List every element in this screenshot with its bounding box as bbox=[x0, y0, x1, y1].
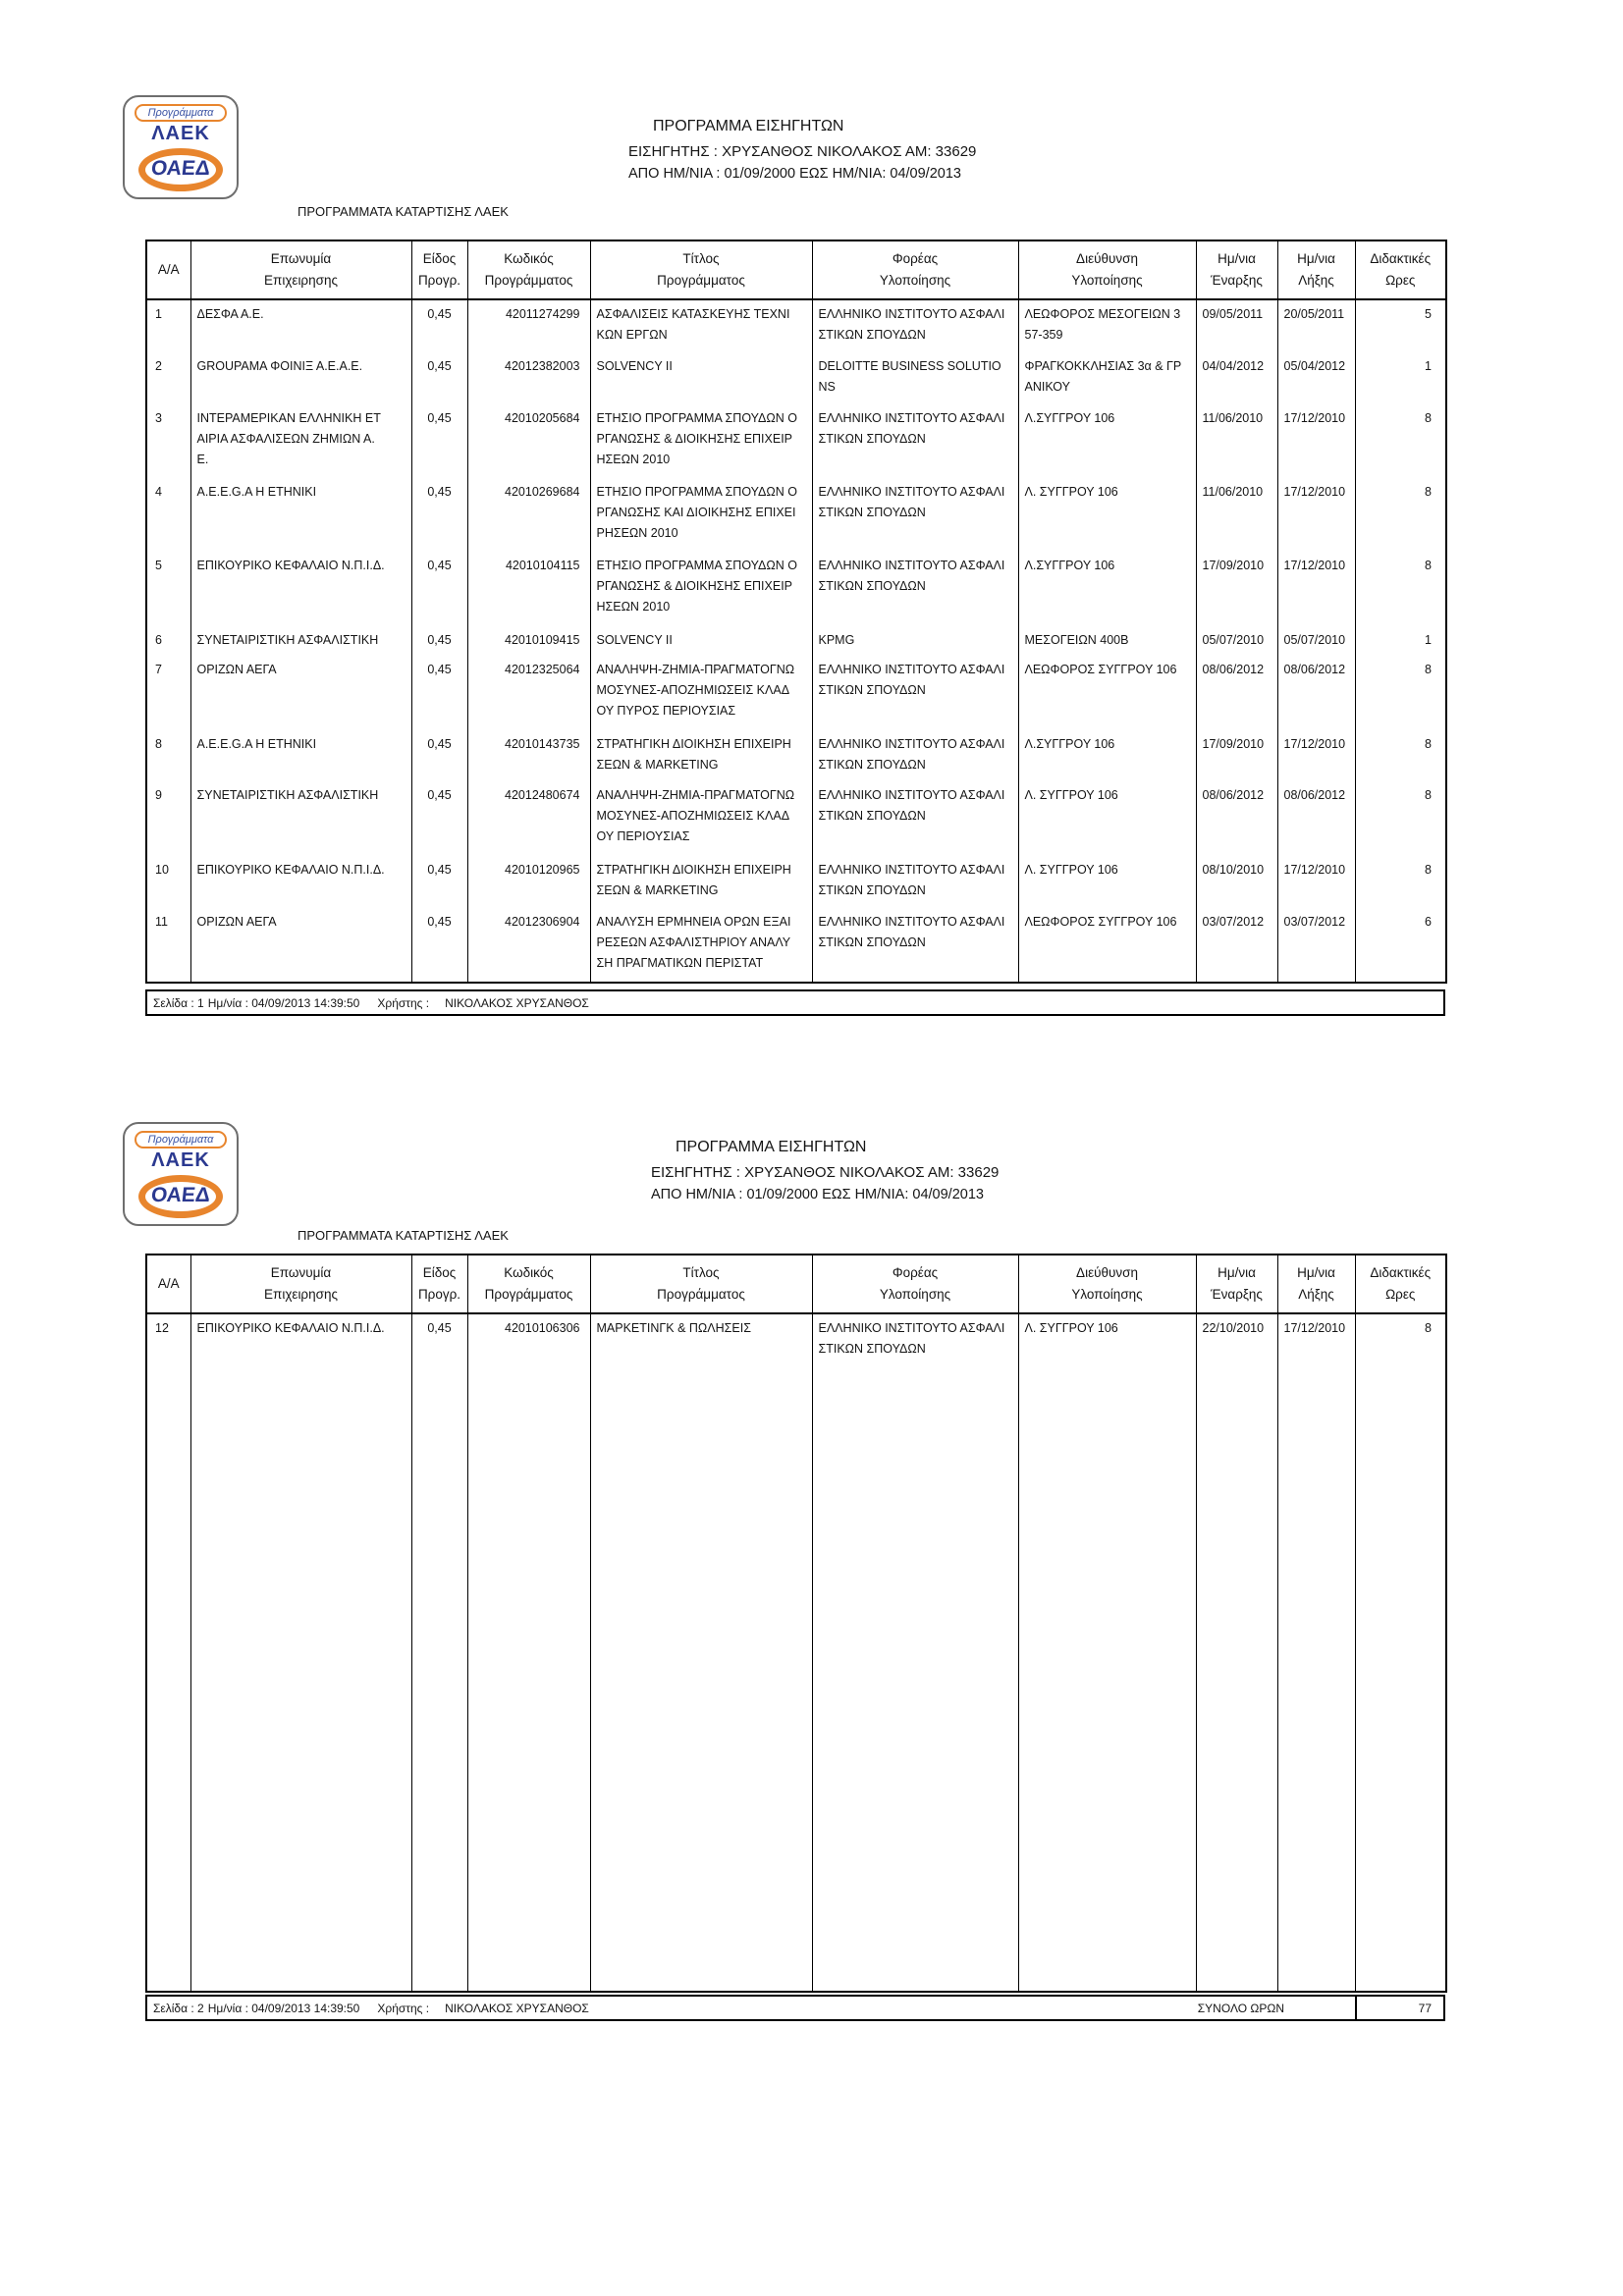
page-1-footer bbox=[145, 989, 1445, 1016]
cell-hours: 8 bbox=[1355, 656, 1446, 729]
cell-company: ΕΠΙΚΟΥΡΙΚΟ ΚΕΦΑΛΑΙΟ Ν.Π.Ι.Δ. bbox=[190, 856, 411, 908]
cell-start: 11/06/2010 bbox=[1196, 404, 1277, 478]
cell-title: ΑΝΑΛΥΣΗ ΕΡΜΗΝΕΙΑ ΟΡΩΝ ΕΞΑΙΡΕΣΕΩΝ ΑΣΦΑΛΙΣΤΗΡΙΟΥ ΑΝΑΛΥΣΗ ΠΡΑΓΜΑΤΙΚΩΝ ΠΕΡΙΣΤΑΤ bbox=[590, 908, 812, 983]
cell-company: GROUPAMA ΦΟΙΝΙΞ Α.Ε.Α.Ε. bbox=[190, 352, 411, 404]
footer-page-label: Σελίδα : 2 bbox=[153, 2001, 204, 2015]
cell-company: ΟΡΙΖΩΝ ΑΕΓΑ bbox=[190, 656, 411, 729]
cell-code: 42011274299 bbox=[467, 299, 590, 352]
col-header-agency: Φορέας Υλοποίησης bbox=[812, 240, 1018, 299]
cell-title: ΑΣΦΑΛΙΣΕΙΣ ΚΑΤΑΣΚΕΥΗΣ ΤΕΧΝΙΚΩΝ ΕΡΓΩΝ bbox=[590, 299, 812, 352]
cell-num: 10 bbox=[146, 856, 190, 908]
col-header-type: Είδος Προγρ. bbox=[411, 1255, 467, 1313]
cell-hours: 8 bbox=[1355, 781, 1446, 855]
cell-address: Λ. ΣΥΓΓΡΟΥ 106 bbox=[1018, 1313, 1196, 1992]
cell-title: SOLVENCY II bbox=[590, 352, 812, 404]
table-row bbox=[146, 781, 1446, 855]
cell-address: ΛΕΩΦΟΡΟΣ ΜΕΣΟΓΕΙΩΝ 357-359 bbox=[1018, 299, 1196, 352]
cell-type: 0,45 bbox=[411, 478, 467, 552]
footer-user-value: ΝΙΚΟΛΑΚΟΣ ΧΡΥΣΑΝΘΟΣ bbox=[445, 995, 589, 1010]
cell-end: 08/06/2012 bbox=[1277, 781, 1355, 855]
col-header-aa: Α/Α bbox=[146, 240, 190, 299]
cell-end: 17/12/2010 bbox=[1277, 1313, 1355, 1992]
footer-page-label: Σελίδα : 1 bbox=[153, 995, 204, 1010]
oaed-emblem bbox=[138, 1175, 223, 1218]
cell-end: 17/12/2010 bbox=[1277, 730, 1355, 782]
cell-address: ΛΕΩΦΟΡΟΣ ΣΥΓΓΡΟΥ 106 bbox=[1018, 656, 1196, 729]
cell-num: 7 bbox=[146, 656, 190, 729]
total-hours-label: ΣΥΝΟΛΟ ΩΡΩΝ bbox=[1197, 2001, 1284, 2015]
footer-datetime: Ημ/νία : 04/09/2013 14:39:50 bbox=[207, 995, 360, 1010]
cell-code: 42012382003 bbox=[467, 352, 590, 404]
cell-end: 17/12/2010 bbox=[1277, 856, 1355, 908]
cell-start: 08/06/2012 bbox=[1196, 656, 1277, 729]
cell-address: ΛΕΩΦΟΡΟΣ ΣΥΓΓΡΟΥ 106 bbox=[1018, 908, 1196, 983]
logo-laek-label: ΛΑΕΚ bbox=[151, 1149, 210, 1171]
cell-type: 0,45 bbox=[411, 856, 467, 908]
cell-code: 42012480674 bbox=[467, 781, 590, 855]
col-header-end: Ημ/νια Λήξης bbox=[1277, 1255, 1355, 1313]
cell-title: ΑΝΑΛΗΨΗ-ΖΗΜΙΑ-ΠΡΑΓΜΑΤΟΓΝΩΜΟΣΥΝΕΣ-ΑΠΟΖΗΜΙΩΣΕΙΣ ΚΛΑΔΟΥ ΠΥΡΟΣ ΠΕΡΙΟΥΣΙΑΣ bbox=[590, 656, 812, 729]
col-header-hours: Διδακτικές Ωρες bbox=[1355, 240, 1446, 299]
table-body-page-1 bbox=[146, 299, 1446, 983]
table-row bbox=[146, 404, 1446, 478]
cell-agency: ΕΛΛΗΝΙΚΟ ΙΝΣΤΙΤΟΥΤΟ ΑΣΦΑΛΙΣΤΙΚΩΝ ΣΠΟΥΔΩΝ bbox=[812, 656, 1018, 729]
report-header bbox=[606, 118, 976, 182]
oaed-emblem bbox=[138, 148, 223, 191]
cell-type: 0,45 bbox=[411, 656, 467, 729]
col-header-code: Κωδικός Προγράμματος bbox=[467, 1255, 590, 1313]
cell-end: 17/12/2010 bbox=[1277, 552, 1355, 625]
cell-start: 05/07/2010 bbox=[1196, 626, 1277, 657]
cell-num: 9 bbox=[146, 781, 190, 855]
cell-title: ΣΤΡΑΤΗΓΙΚΗ ΔΙΟΙΚΗΣΗ ΕΠΙΧΕΙΡΗΣΕΩΝ & MARKETING bbox=[590, 856, 812, 908]
table-header bbox=[146, 1255, 1446, 1313]
table-row bbox=[146, 552, 1446, 625]
report-subtitle: ΠΡΟΓΡΑΜΜΑΤΑ ΚΑΤΑΡΤΙΣΗΣ ΛΑΕΚ bbox=[298, 1228, 509, 1243]
cell-code: 42012306904 bbox=[467, 908, 590, 983]
cell-company: ΕΠΙΚΟΥΡΙΚΟ ΚΕΦΑΛΑΙΟ Ν.Π.Ι.Δ. bbox=[190, 552, 411, 625]
cell-num: 12 bbox=[146, 1313, 190, 1992]
cell-hours: 8 bbox=[1355, 478, 1446, 552]
cell-address: Λ. ΣΥΓΓΡΟΥ 106 bbox=[1018, 781, 1196, 855]
cell-end: 08/06/2012 bbox=[1277, 656, 1355, 729]
cell-hours: 8 bbox=[1355, 730, 1446, 782]
cell-hours: 8 bbox=[1355, 856, 1446, 908]
table-row bbox=[146, 478, 1446, 552]
cell-num: 5 bbox=[146, 552, 190, 625]
cell-address: Λ.ΣΥΓΓΡΟΥ 106 bbox=[1018, 404, 1196, 478]
cell-start: 22/10/2010 bbox=[1196, 1313, 1277, 1992]
cell-company: ΣΥΝΕΤΑΙΡΙΣΤΙΚΗ ΑΣΦΑΛΙΣΤΙΚΗ bbox=[190, 781, 411, 855]
table-row bbox=[146, 908, 1446, 983]
table-body-page-2 bbox=[146, 1313, 1446, 1992]
cell-address: Λ.ΣΥΓΓΡΟΥ 106 bbox=[1018, 552, 1196, 625]
cell-company: ΣΥΝΕΤΑΙΡΙΣΤΙΚΗ ΑΣΦΑΛΙΣΤΙΚΗ bbox=[190, 626, 411, 657]
cell-company: A.E.E.G.A H ETHNIKI bbox=[190, 478, 411, 552]
col-header-address: Διεύθυνση Υλοποίησης bbox=[1018, 1255, 1196, 1313]
cell-agency: DELOITTE BUSINESS SOLUTIONS bbox=[812, 352, 1018, 404]
cell-code: 42010269684 bbox=[467, 478, 590, 552]
cell-hours: 8 bbox=[1355, 1313, 1446, 1992]
cell-agency: ΕΛΛΗΝΙΚΟ ΙΝΣΤΙΤΟΥΤΟ ΑΣΦΑΛΙΣΤΙΚΩΝ ΣΠΟΥΔΩΝ bbox=[812, 478, 1018, 552]
cell-code: 42010205684 bbox=[467, 404, 590, 478]
cell-num: 6 bbox=[146, 626, 190, 657]
cell-start: 11/06/2010 bbox=[1196, 478, 1277, 552]
cell-company: ΔΕΣΦΑ Α.Ε. bbox=[190, 299, 411, 352]
col-header-start: Ημ/νια Έναρξης bbox=[1196, 1255, 1277, 1313]
cell-code: 42010143735 bbox=[467, 730, 590, 782]
cell-address: Λ. ΣΥΓΓΡΟΥ 106 bbox=[1018, 856, 1196, 908]
cell-start: 08/06/2012 bbox=[1196, 781, 1277, 855]
cell-code: 42010120965 bbox=[467, 856, 590, 908]
cell-num: 1 bbox=[146, 299, 190, 352]
cell-company: ΙΝΤΕΡΑΜΕΡΙΚΑΝ ΕΛΛΗΝΙΚΗ ΕΤΑΙΡΙΑ ΑΣΦΑΛΙΣΕΩΝ ΖΗΜΙΩΝ Α.Ε. bbox=[190, 404, 411, 478]
cell-hours: 8 bbox=[1355, 404, 1446, 478]
table-row bbox=[146, 656, 1446, 729]
footer-user-label: Χρήστης : bbox=[377, 995, 430, 1010]
cell-type: 0,45 bbox=[411, 1313, 467, 1992]
cell-title: ΜΑΡΚΕΤΙΝΓΚ & ΠΩΛΗΣΕΙΣ bbox=[590, 1313, 812, 1992]
cell-agency: ΕΛΛΗΝΙΚΟ ΙΝΣΤΙΤΟΥΤΟ ΑΣΦΑΛΙΣΤΙΚΩΝ ΣΠΟΥΔΩΝ bbox=[812, 730, 1018, 782]
cell-address: ΜΕΣΟΓΕΙΩΝ 400Β bbox=[1018, 626, 1196, 657]
report-title: ΠΡΟΓΡΑΜΜΑ ΕΙΣΗΓΗΤΩΝ bbox=[653, 118, 844, 134]
cell-company: ΟΡΙΖΩΝ ΑΕΓΑ bbox=[190, 908, 411, 983]
instructor-line: ΕΙΣΗΓΗΤΗΣ : ΧΡΥΣΑΝΘΟΣ ΝΙΚΟΛΑΚΟΣ ΑΜ: 33629 bbox=[651, 1164, 1000, 1181]
cell-start: 17/09/2010 bbox=[1196, 552, 1277, 625]
cell-num: 8 bbox=[146, 730, 190, 782]
table-row bbox=[146, 352, 1446, 404]
cell-agency: ΕΛΛΗΝΙΚΟ ΙΝΣΤΙΤΟΥΤΟ ΑΣΦΑΛΙΣΤΙΚΩΝ ΣΠΟΥΔΩΝ bbox=[812, 908, 1018, 983]
page-2-footer bbox=[145, 1995, 1445, 2021]
logo-laek-label: ΛΑΕΚ bbox=[151, 123, 210, 144]
programs-table-page-1 bbox=[145, 240, 1447, 984]
cell-start: 03/07/2012 bbox=[1196, 908, 1277, 983]
cell-agency: ΕΛΛΗΝΙΚΟ ΙΝΣΤΙΤΟΥΤΟ ΑΣΦΑΛΙΣΤΙΚΩΝ ΣΠΟΥΔΩΝ bbox=[812, 1313, 1018, 1992]
cell-end: 17/12/2010 bbox=[1277, 478, 1355, 552]
cell-type: 0,45 bbox=[411, 781, 467, 855]
col-header-title: Τίτλος Προγράμματος bbox=[590, 240, 812, 299]
cell-type: 0,45 bbox=[411, 730, 467, 782]
cell-agency: ΕΛΛΗΝΙΚΟ ΙΝΣΤΙΤΟΥΤΟ ΑΣΦΑΛΙΣΤΙΚΩΝ ΣΠΟΥΔΩΝ bbox=[812, 552, 1018, 625]
cell-company: ΕΠΙΚΟΥΡΙΚΟ ΚΕΦΑΛΑΙΟ Ν.Π.Ι.Δ. bbox=[190, 1313, 411, 1992]
cell-agency: ΕΛΛΗΝΙΚΟ ΙΝΣΤΙΤΟΥΤΟ ΑΣΦΑΛΙΣΤΙΚΩΝ ΣΠΟΥΔΩΝ bbox=[812, 856, 1018, 908]
total-hours-value: 77 bbox=[1355, 1997, 1443, 2019]
cell-title: SOLVENCY II bbox=[590, 626, 812, 657]
cell-start: 17/09/2010 bbox=[1196, 730, 1277, 782]
table-row bbox=[146, 730, 1446, 782]
cell-title: ΕΤΗΣΙΟ ΠΡΟΓΡΑΜΜΑ ΣΠΟΥΔΩΝ ΟΡΓΑΝΩΣΗΣ ΚΑΙ ΔΙΟΙΚΗΣΗΣ ΕΠΙΧΕΙΡΗΣΕΩΝ 2010 bbox=[590, 478, 812, 552]
cell-num: 4 bbox=[146, 478, 190, 552]
cell-code: 42010109415 bbox=[467, 626, 590, 657]
cell-type: 0,45 bbox=[411, 299, 467, 352]
cell-agency: ΕΛΛΗΝΙΚΟ ΙΝΣΤΙΤΟΥΤΟ ΑΣΦΑΛΙΣΤΙΚΩΝ ΣΠΟΥΔΩΝ bbox=[812, 299, 1018, 352]
cell-address: Λ.ΣΥΓΓΡΟΥ 106 bbox=[1018, 730, 1196, 782]
logo-programs-label: Προγράμματα bbox=[135, 1131, 227, 1148]
col-header-start: Ημ/νια Έναρξης bbox=[1196, 240, 1277, 299]
col-header-title: Τίτλος Προγράμματος bbox=[590, 1255, 812, 1313]
laek-programs-logo bbox=[123, 1122, 239, 1226]
cell-title: ΑΝΑΛΗΨΗ-ΖΗΜΙΑ-ΠΡΑΓΜΑΤΟΓΝΩΜΟΣΥΝΕΣ-ΑΠΟΖΗΜΙΩΣΕΙΣ ΚΛΑΔΟΥ ΠΕΡΙΟΥΣΙΑΣ bbox=[590, 781, 812, 855]
table-header bbox=[146, 240, 1446, 299]
report-title: ΠΡΟΓΡΑΜΜΑ ΕΙΣΗΓΗΤΩΝ bbox=[676, 1139, 867, 1155]
oaed-emblem-text: ΟΑΕΔ bbox=[149, 157, 212, 181]
cell-type: 0,45 bbox=[411, 908, 467, 983]
oaed-emblem-text: ΟΑΕΔ bbox=[149, 1184, 212, 1207]
cell-title: ΕΤΗΣΙΟ ΠΡΟΓΡΑΜΜΑ ΣΠΟΥΔΩΝ ΟΡΓΑΝΩΣΗΣ & ΔΙΟΙΚΗΣΗΣ ΕΠΙΧΕΙΡΗΣΕΩΝ 2010 bbox=[590, 552, 812, 625]
cell-start: 08/10/2010 bbox=[1196, 856, 1277, 908]
table-row bbox=[146, 856, 1446, 908]
cell-agency: ΕΛΛΗΝΙΚΟ ΙΝΣΤΙΤΟΥΤΟ ΑΣΦΑΛΙΣΤΙΚΩΝ ΣΠΟΥΔΩΝ bbox=[812, 404, 1018, 478]
col-header-code: Κωδικός Προγράμματος bbox=[467, 240, 590, 299]
cell-type: 0,45 bbox=[411, 552, 467, 625]
col-header-hours: Διδακτικές Ωρες bbox=[1355, 1255, 1446, 1313]
cell-hours: 6 bbox=[1355, 908, 1446, 983]
cell-code: 42012325064 bbox=[467, 656, 590, 729]
cell-start: 09/05/2011 bbox=[1196, 299, 1277, 352]
col-header-type: Είδος Προγρ. bbox=[411, 240, 467, 299]
cell-hours: 1 bbox=[1355, 352, 1446, 404]
footer-datetime: Ημ/νία : 04/09/2013 14:39:50 bbox=[207, 2001, 360, 2015]
footer-user-label: Χρήστης : bbox=[377, 2001, 430, 2015]
col-header-address: Διεύθυνση Υλοποίησης bbox=[1018, 240, 1196, 299]
footer-user-value: ΝΙΚΟΛΑΚΟΣ ΧΡΥΣΑΝΘΟΣ bbox=[445, 2001, 589, 2015]
cell-end: 05/04/2012 bbox=[1277, 352, 1355, 404]
cell-title: ΕΤΗΣΙΟ ΠΡΟΓΡΑΜΜΑ ΣΠΟΥΔΩΝ ΟΡΓΑΝΩΣΗΣ & ΔΙΟΙΚΗΣΗΣ ΕΠΙΧΕΙΡΗΣΕΩΝ 2010 bbox=[590, 404, 812, 478]
cell-address: ΦΡΑΓΚΟΚΚΛΗΣΙΑΣ 3α & ΓΡΑΝΙΚΟΥ bbox=[1018, 352, 1196, 404]
col-header-agency: Φορέας Υλοποίησης bbox=[812, 1255, 1018, 1313]
cell-code: 42010104115 bbox=[467, 552, 590, 625]
cell-num: 3 bbox=[146, 404, 190, 478]
cell-title: ΣΤΡΑΤΗΓΙΚΗ ΔΙΟΙΚΗΣΗ ΕΠΙΧΕΙΡΗΣΕΩΝ & MARKETING bbox=[590, 730, 812, 782]
cell-hours: 1 bbox=[1355, 626, 1446, 657]
cell-end: 05/07/2010 bbox=[1277, 626, 1355, 657]
cell-code: 42010106306 bbox=[467, 1313, 590, 1992]
cell-end: 17/12/2010 bbox=[1277, 404, 1355, 478]
cell-end: 03/07/2012 bbox=[1277, 908, 1355, 983]
report-subtitle: ΠΡΟΓΡΑΜΜΑΤΑ ΚΑΤΑΡΤΙΣΗΣ ΛΑΕΚ bbox=[298, 204, 509, 219]
date-range-line: ΑΠΟ ΗΜ/ΝΙΑ : 01/09/2000 ΕΩΣ ΗΜ/ΝΙΑ: 04/09/2013 bbox=[651, 1187, 984, 1202]
cell-address: Λ. ΣΥΓΓΡΟΥ 106 bbox=[1018, 478, 1196, 552]
logo-programs-label: Προγράμματα bbox=[135, 104, 227, 122]
cell-type: 0,45 bbox=[411, 404, 467, 478]
cell-end: 20/05/2011 bbox=[1277, 299, 1355, 352]
table-row bbox=[146, 1313, 1446, 1992]
col-header-company: Επωνυμία Επιχειρησης bbox=[190, 1255, 411, 1313]
cell-agency: ΕΛΛΗΝΙΚΟ ΙΝΣΤΙΤΟΥΤΟ ΑΣΦΑΛΙΣΤΙΚΩΝ ΣΠΟΥΔΩΝ bbox=[812, 781, 1018, 855]
cell-num: 2 bbox=[146, 352, 190, 404]
cell-num: 11 bbox=[146, 908, 190, 983]
laek-programs-logo bbox=[123, 95, 239, 199]
cell-hours: 5 bbox=[1355, 299, 1446, 352]
cell-type: 0,45 bbox=[411, 352, 467, 404]
cell-hours: 8 bbox=[1355, 552, 1446, 625]
cell-start: 04/04/2012 bbox=[1196, 352, 1277, 404]
cell-agency: KPMG bbox=[812, 626, 1018, 657]
col-header-aa: Α/Α bbox=[146, 1255, 190, 1313]
cell-company: A.E.E.G.A H ETHNIKI bbox=[190, 730, 411, 782]
col-header-end: Ημ/νια Λήξης bbox=[1277, 240, 1355, 299]
table-row bbox=[146, 299, 1446, 352]
report-header bbox=[628, 1139, 999, 1202]
table-row bbox=[146, 626, 1446, 657]
instructor-line: ΕΙΣΗΓΗΤΗΣ : ΧΡΥΣΑΝΘΟΣ ΝΙΚΟΛΑΚΟΣ ΑΜ: 33629 bbox=[628, 143, 977, 160]
programs-table-page-2 bbox=[145, 1254, 1447, 1993]
date-range-line: ΑΠΟ ΗΜ/ΝΙΑ : 01/09/2000 ΕΩΣ ΗΜ/ΝΙΑ: 04/09/2013 bbox=[628, 166, 961, 182]
cell-type: 0,45 bbox=[411, 626, 467, 657]
col-header-company: Επωνυμία Επιχειρησης bbox=[190, 240, 411, 299]
